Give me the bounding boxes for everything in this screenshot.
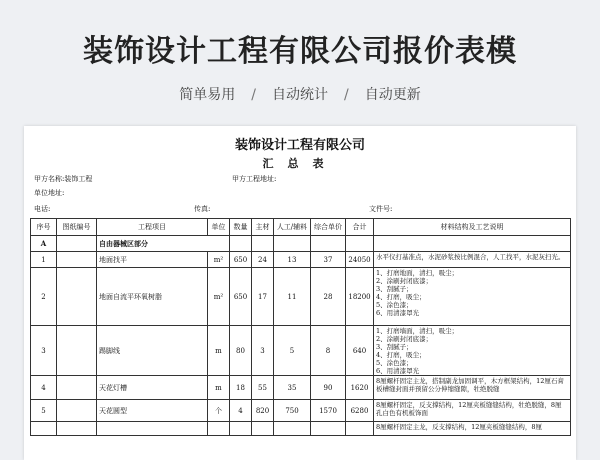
tag-auto-update: 自动更新 [364,87,421,103]
row-drawing [57,422,97,436]
row-total: 24050 [346,252,374,268]
row-drawing [57,376,97,400]
row-unit: m² [208,268,230,326]
table-row [31,376,571,400]
row-drawing [57,400,97,422]
row-main: 24 [252,252,274,268]
feature-tags [0,84,600,104]
row-main: 820 [252,400,274,422]
row-qty: 650 [230,268,252,326]
row-main [252,422,274,436]
row-item: 天花灯槽 [97,376,208,400]
row-desc: 8厘螺杆固定，反支撑结构，12厘夹板缝缝结构，牡绝脱缝，8厘孔白色有机板饰面 [374,400,571,422]
row-drawing [57,326,97,376]
row-labor: 750 [274,400,311,422]
row-qty [230,422,252,436]
tag-easy: 简单易用 [179,87,236,103]
row-unit: m² [208,252,230,268]
row-price: 28 [311,268,346,326]
row-labor: 13 [274,252,311,268]
row-item: 地面找平 [97,252,208,268]
row-price [311,422,346,436]
header-main: 主材 [252,219,274,236]
client-name: 甲方名称:装饰工程 [34,175,93,183]
row-unit [208,422,230,436]
row-qty: 4 [230,400,252,422]
header-total: 合计 [346,219,374,236]
row-price: 8 [311,326,346,376]
table-row [31,400,571,422]
row-no: 4 [31,376,57,400]
header-item: 工程项目 [97,219,208,236]
quote-table [30,218,571,436]
summary-subtitle: 汇总表 [262,157,338,170]
section-no: A [31,236,57,252]
row-price: 1570 [311,400,346,422]
header-no: 序号 [31,219,57,236]
company-title: 装饰设计工程有限公司 [234,138,365,153]
file-no-label: 文件号: [369,205,393,213]
header-drawing: 图纸编号 [57,219,97,236]
row-qty: 650 [230,252,252,268]
row-desc: 1、打磨墙面，清扫，吸尘； 2、涂刷封闭底漆； 3、刮腻子； 4、打磨，吸尘； 5、涂色漆； 6、用清漆罩光 [374,326,571,376]
row-total: 640 [346,326,374,376]
quote-sheet [24,126,576,460]
row-item [97,422,208,436]
row-item: 地面自流平环氧树脂 [97,268,208,326]
row-qty: 80 [230,326,252,376]
row-unit: m [208,326,230,376]
header-qty: 数量 [230,219,252,236]
fax-label: 传真: [194,205,211,213]
section-name: 自由器械区部分 [97,236,230,252]
row-desc: 8厘螺杆固定主龙，搭制副龙加固调平，木方框架结构，12厘石膏板槽缝封面并预留公分伸缩缝隙，牡绝脱缝 [374,376,571,400]
row-no: 3 [31,326,57,376]
row-drawing [57,252,97,268]
tag-separator: / [251,87,256,103]
table-row [31,422,571,436]
row-no: 1 [31,252,57,268]
row-item: 天花圆型 [97,400,208,422]
table-header-row [31,219,571,236]
unit-address-label: 单位地址: [34,189,65,197]
tag-separator: / [344,87,349,103]
row-labor: 11 [274,268,311,326]
row-total: 18200 [346,268,374,326]
row-no: 5 [31,400,57,422]
row-drawing [57,268,97,326]
banner [0,0,600,125]
tag-auto-stat: 自动统计 [272,87,328,103]
header-unit: 单位 [208,219,230,236]
row-main: 3 [252,326,274,376]
row-main: 17 [252,268,274,326]
site-address-label: 甲方工程地址: [232,175,277,183]
banner-title: 装饰设计工程有限公司报价表模 [83,34,517,69]
row-labor: 5 [274,326,311,376]
phone-label: 电话: [34,205,51,213]
row-desc: 8厘螺杆固定主龙，反支撑结构，12厘夹板缝缝结构，8厘 [374,422,571,436]
row-unit: 个 [208,400,230,422]
table-row [31,252,571,268]
section-row [31,236,571,252]
table-row [31,268,571,326]
row-total: 1620 [346,376,374,400]
row-no [31,422,57,436]
row-price: 90 [311,376,346,400]
row-price: 37 [311,252,346,268]
row-main: 55 [252,376,274,400]
row-total [346,422,374,436]
row-qty: 18 [230,376,252,400]
header-price: 综合单价 [311,219,346,236]
row-item: 踢脚线 [97,326,208,376]
header-desc: 材料结构及工艺说明 [374,219,571,236]
row-total: 6280 [346,400,374,422]
row-unit: m [208,376,230,400]
row-labor: 35 [274,376,311,400]
row-desc: 水平仪打基准点，水泥砂浆按比例混合，人工找平，水泥灰扫光。 [374,252,571,268]
table-row [31,326,571,376]
header-labor: 人工/辅料 [274,219,311,236]
row-labor [274,422,311,436]
row-desc: 1、打磨地面，清扫，吸尘； 2、涂刷封闭底漆； 3、刮腻子； 4、打磨，吸尘； 5、涂色漆； 6、用清漆罩光 [374,268,571,326]
row-no: 2 [31,268,57,326]
